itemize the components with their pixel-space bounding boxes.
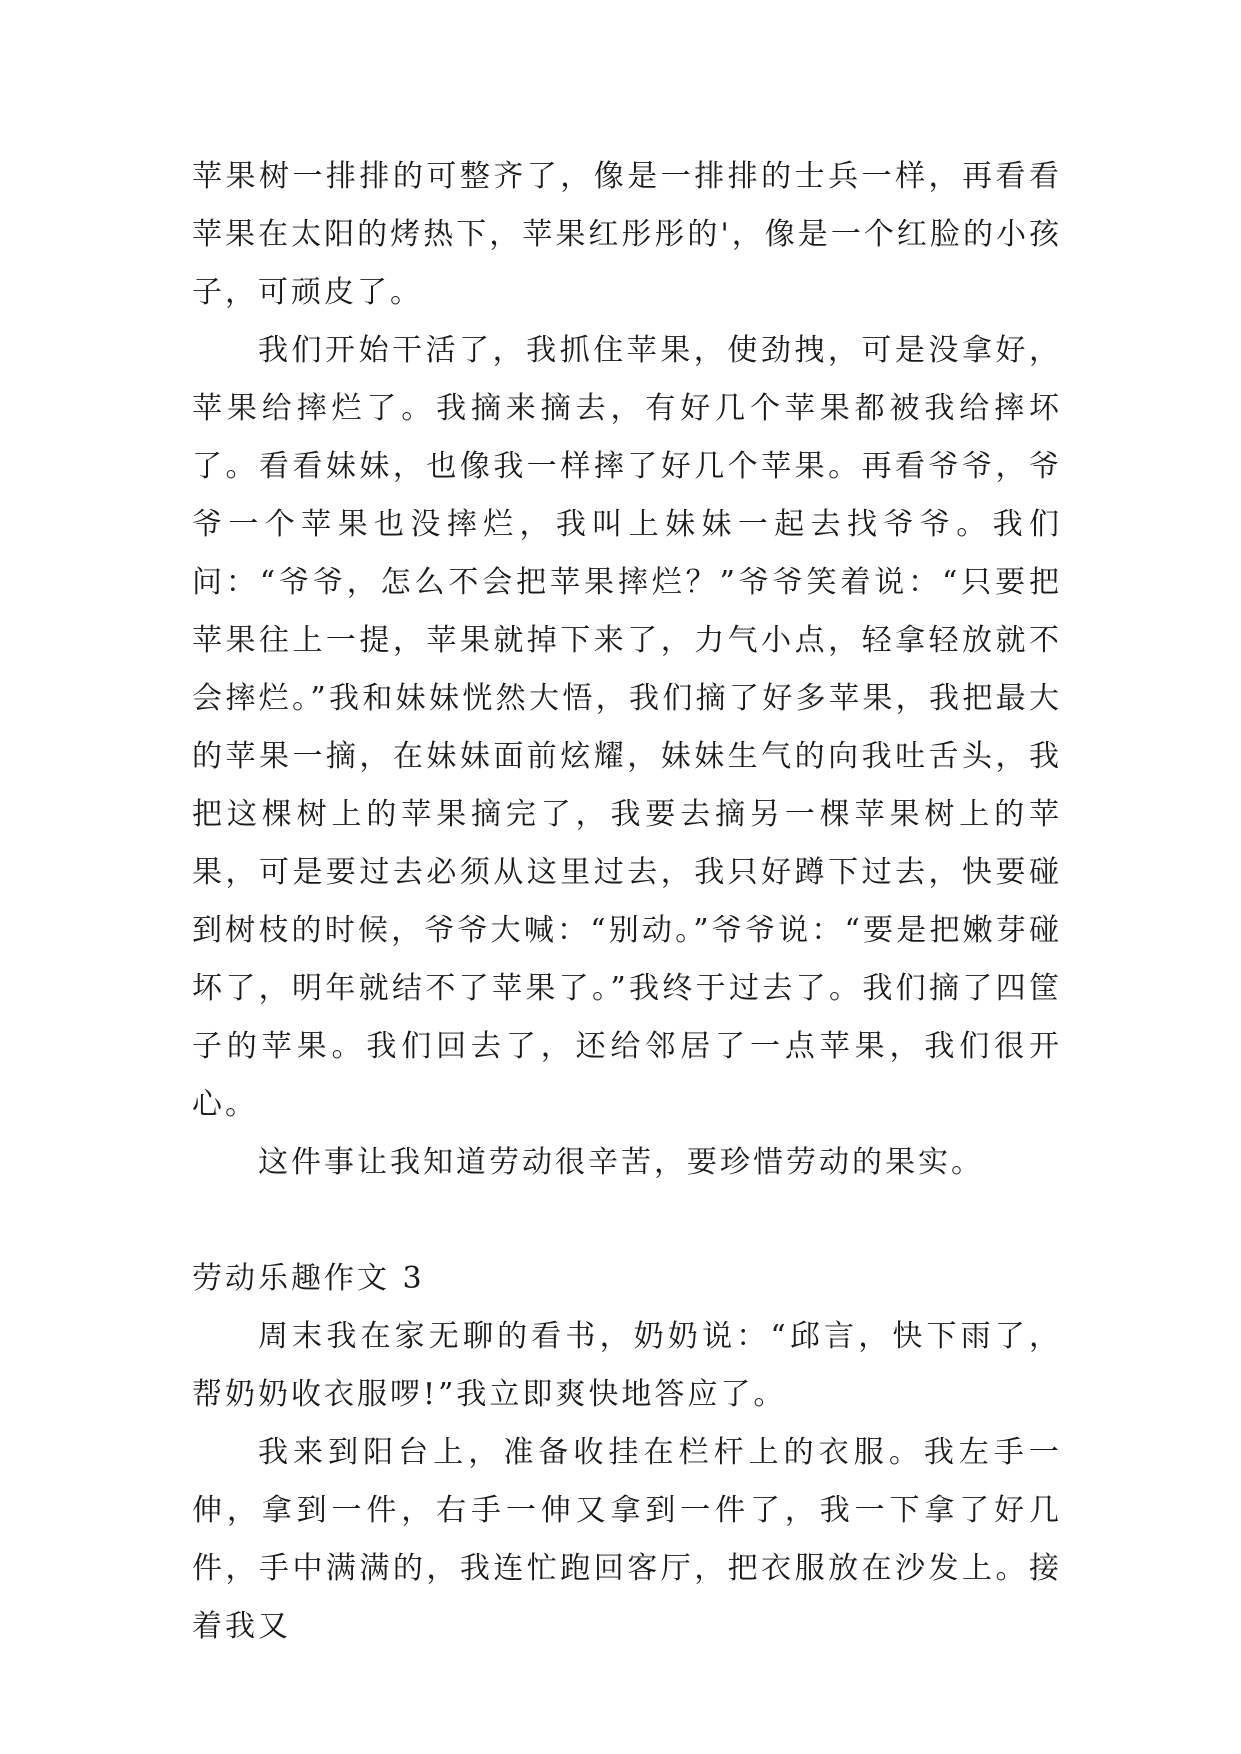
- section-title: 劳动乐趣作文 3: [192, 1261, 425, 1296]
- paragraph-lesson: 这件事让我知道劳动很辛苦，要珍惜劳动的果实。: [258, 1145, 984, 1180]
- paragraph-picking-apples: 我们开始干活了，我抓住苹果，使劲拽，可是没拿好，苹果给摔烂了。我摘来摘去，有好几个苹果都被我给摔坏了。看看妹妹，也像我一样摔了好几个苹果。再看爷爷，爷爷一个苹果也没摔烂，我叫上妹妹一起去找爷爷。我们问：“爷爷，怎么不会把苹果摔烂？”爷爷笑着说：“只要把苹果往上一提，苹果就掉下来了，力气小点，轻拿轻放就不会摔烂。”我和妹妹恍然大悟，我们摘了好多苹果，我把最大的苹果一摘，在妹妹面前炫耀，妹妹生气的向我吐舌头，我把这棵树上的苹果摘完了，我要去摘另一棵苹果树上的苹果，可是要过去必须从这里过去，我只好蹲下过去，快要碰到树枝的时候，爷爷大喊：“别动。”爷爷说：“要是把嫩芽碰坏了，明年就结不了苹果了。”我终于过去了。我们摘了四筐子的苹果。我们回去了，还给邻居了一点苹果，我们很开心。: [192, 333, 1062, 1122]
- document-page: [192, 148, 1062, 1656]
- paragraph-weekend: 周末我在家无聊的看书，奶奶说：“邱言，快下雨了，帮奶奶收衣服啰!”我立即爽快地答应了。: [192, 1319, 1062, 1412]
- paragraph-balcony: 我来到阳台上，准备收挂在栏杆上的衣服。我左手一伸，拿到一件，右手一伸又拿到一件了，我一下拿了好几件，手中满满的，我连忙跑回客厅，把衣服放在沙发上。接着我又: [192, 1435, 1062, 1644]
- paragraph-orchard: 苹果树一排排的可整齐了，像是一排排的士兵一样，再看看苹果在太阳的烤热下，苹果红彤彤的'，像是一个红脸的小孩子，可顽皮了。: [192, 159, 1062, 310]
